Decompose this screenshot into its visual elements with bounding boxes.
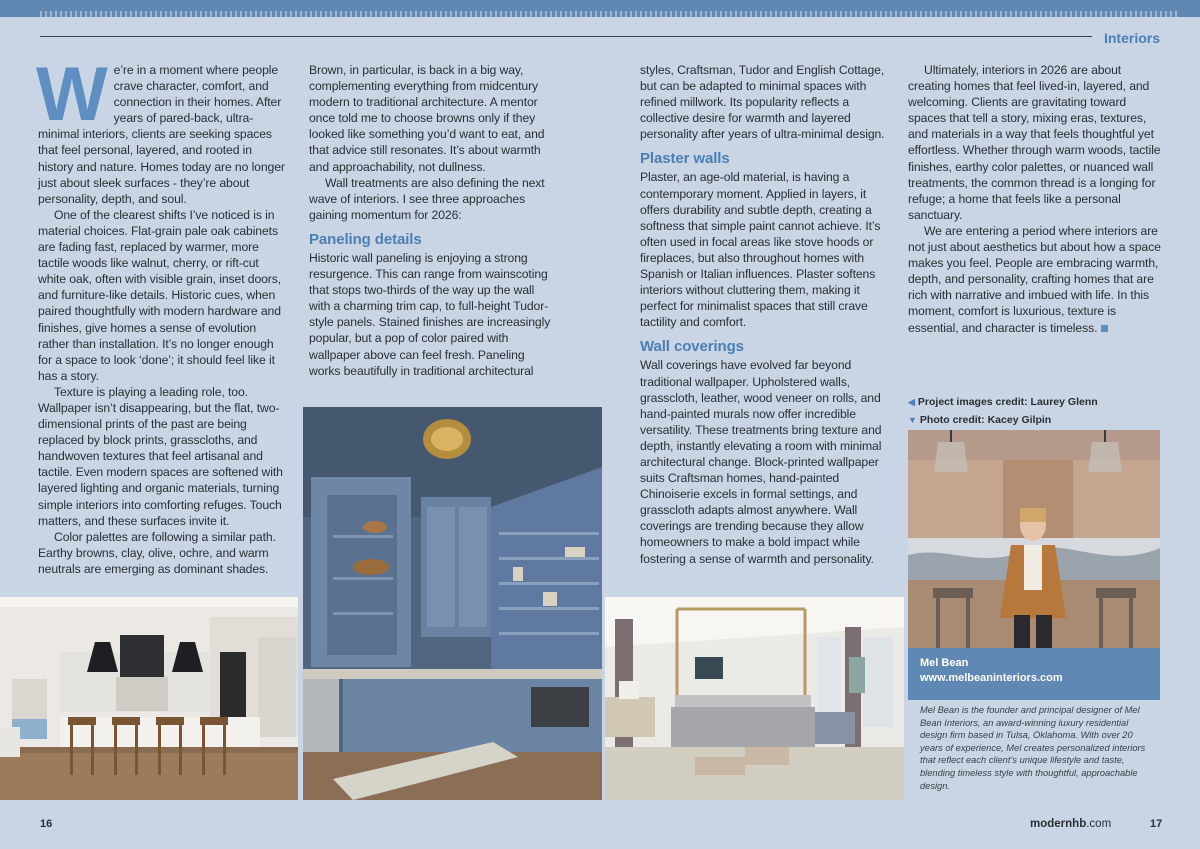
author-bio: Mel Bean is the founder and principal designer of Mel Bean Interiors, an award-winning luxury residential design firm based in Tulsa, Oklahoma. With over 20 years of experience, Mel creates personalized interiors that reflect each client’s unique lifestyle and taste, blending timeless style with thoughtful, approachable design.: [908, 700, 1160, 800]
column-4: [908, 62, 1162, 336]
paragraph: styles, Craftsman, Tudor and English Cottage, but can be adapted to minimal spaces with refined millwork. Its popularity reflects a collective desire for warmth and layered personality after years of ultra-minimal design.: [640, 63, 885, 142]
brand-suffix: .com: [1086, 818, 1112, 830]
paragraph: Brown, in particular, is back in a big way, complementing everything from midcentury modern to traditional architecture. A mentor once told me to choose browns only if they looked like something you’d want to eat, and that advice still resonates. It’s about warmth and approachability, not dullness.: [309, 63, 545, 174]
kitchen-photo: [0, 597, 298, 800]
column-3: [640, 62, 892, 567]
author-name: Mel Bean: [920, 657, 969, 669]
section-label: Interiors: [1103, 30, 1160, 46]
paragraph: Historic wall paneling is enjoying a strong resurgence. This can range from wainscoting that stops two-thirds of the way up the wall with a charming trim cap, to full-height Tudor-style panels. Stained finishes are increasingly popular, but a pop of color paired with wallpaper above can feel fresh. Paneling works beautifully in traditional architectural: [309, 250, 551, 378]
author-caption: [908, 648, 1160, 700]
photo-credit: [908, 414, 1051, 426]
paragraph: Color palettes are following a similar path. Earthy browns, clay, olive, ochre, and warm neutrals are emerging as dominant shades.: [38, 529, 276, 576]
triangle-left-icon: ◀: [908, 397, 915, 407]
paragraph: Wall coverings have evolved far beyond traditional wallpaper. Upholstered walls, grasscloth, leather, wood veneer on rolls, and hand-painted murals now offer incredible versatility. These treatments bring texture and depth, instantly elevating a room with minimal architectural change. Block-printed wallpaper suits Craftsman homes, hand-painted Chinoiserie excels in formal settings, and grasscloth adapts almost anywhere. Wall coverings are trending because they allow homeowners to make a bold impact while fostering a sense of warmth and personality.: [640, 358, 882, 566]
paragraph: Texture is playing a leading role, too. Wallpaper isn’t disappearing, but the flat, two-dimensional prints of the past are being replaced by block prints, grasscloths, and handwoven textures that feel artisanal and tactile. Even modern spaces are softened with layered lighting and organic materials, turning simple interiors into comforting refuges. Touch matters, and these surfaces invite it.: [38, 384, 283, 528]
top-bar-pattern: [40, 11, 1180, 17]
paragraph: Plaster, an age-old material, is having a contemporary moment. Applied in layers, it offers durability and subtle depth, creating a softness that simple paint cannot achieve. It’s often used in focal areas like stove hoods or fireplaces, but also throughout homes with Spanish or Italian influences. Plaster softens interiors without cluttering them, making it perfect for minimalist spaces that still crave tactility and comfort.: [640, 170, 881, 330]
paragraph: One of the clearest shifts I’ve noticed is in material choices. Flat-grain pale oak cabinets are fading fast, replaced by warmer, more tactile woods like walnut, cherry, or rift-cut white oak, often with visible grain, inset doors, and furniture-like details. Historic cues, when paired thoughtfully with modern hardware and finishes, give homes a sense of evolution rather than installation. It’s no longer enough for a space to look ‘done’; it should feel like it has a story.: [38, 207, 282, 383]
paragraph: Ultimately, interiors in 2026 are about creating homes that feel lived-in, layered, and welcoming. Clients are gravitating toward spaces that tell a story, mixing eras, textures, and materials in a way that feels thoughtful yet effortless. Whether through warm woods, tactile finishes, earthy color palettes, or nuanced wall treatments, the common thread is a longing for refuge; a home that feels like a personal sanctuary.: [908, 63, 1161, 222]
footer-brand: [1030, 818, 1111, 830]
author-website-link[interactable]: www.melbeaninteriors.com: [920, 672, 1063, 684]
column-2: [309, 62, 557, 379]
header-rule: [40, 36, 1092, 37]
subheading-paneling: Paneling details: [309, 230, 422, 248]
subheading-plaster: Plaster walls: [640, 150, 730, 168]
drop-cap: W: [36, 52, 108, 137]
top-bar: [0, 0, 1200, 17]
project-credit-text: Project images credit: Laurey Glenn: [917, 396, 1098, 408]
end-mark-icon: [1101, 325, 1108, 332]
subheading-wall-coverings: Wall coverings: [640, 338, 744, 356]
paragraph: [908, 223, 1162, 336]
intro-text: e’re in a moment where people crave character, comfort, and connection in their homes. After years of pared-back, ultra-minimal interiors, clients are seeking spaces that feel personal, layered, and rooted in history and nature. Homes today are no longer just about sleek surfaces - they’re about personality, depth, and soul.: [38, 63, 285, 206]
photo-credit-text: Photo credit: Kacey Gilpin: [919, 414, 1052, 426]
brand-bold: modernhb: [1030, 818, 1087, 830]
column-1: [36, 52, 286, 577]
project-credit: [908, 396, 1098, 408]
intro-paragraph: [36, 52, 286, 207]
page-number-left: 16: [40, 818, 53, 830]
closing-text: We are entering a period where interiors are not just about aesthetics but about how a space makes you feel. People are embracing warmth, depth, and personality, crafting homes that are rich with narrative and imbued with life. In this moment, comfort is luxurious, texture is essential, and character is timeless.: [908, 223, 1161, 335]
paragraph: Wall treatments are also defining the next wave of interiors. I see three approaches gaining momentum for 2026:: [309, 175, 545, 222]
pantry-photo: [303, 407, 602, 800]
triangle-down-icon: ▼: [908, 415, 917, 425]
bedroom-photo: [605, 597, 904, 800]
page-number-right: 17: [1150, 818, 1163, 830]
portrait-photo: [908, 430, 1160, 648]
